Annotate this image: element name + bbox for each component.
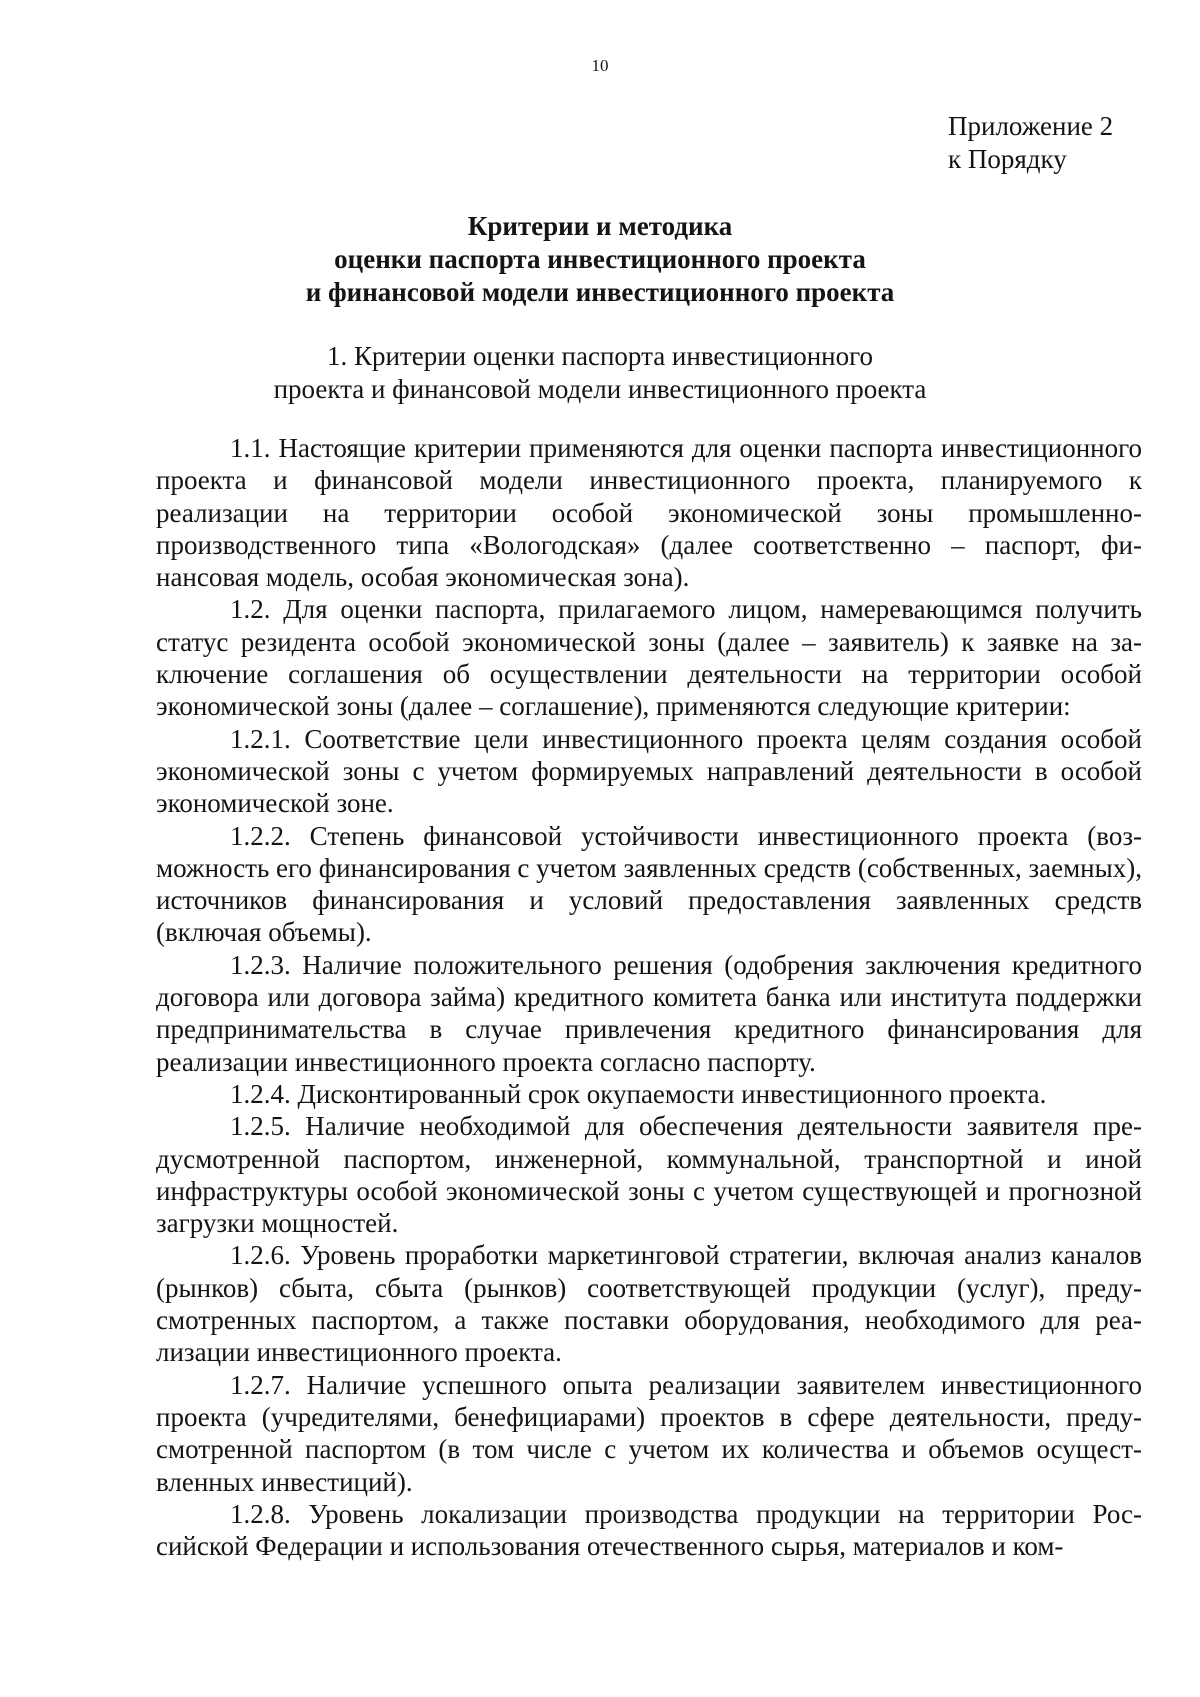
paragraph-1-2-2: 1.2.2. Степень финансовой устойчивости инвестиционного проекта (возможность его финансирования с учетом заявленных средств (собственных, заемных), источников финансирования и условий предоставления заявленных средств (включая объемы). (156, 820, 1142, 948)
section-heading (0, 340, 1200, 406)
document-title-line-1: Критерии и методика (467, 211, 733, 241)
paragraph-1-2-6: 1.2.6. Уровень проработки маркетинговой стратегии, включая анализ каналов (рынков) сбыта, сбыта (рынков) соответствующей продукции (услуг), предусмотренных паспортом, а также поставки оборудования, необходимого для реализации инвестиционного проекта. (156, 1240, 1142, 1368)
paragraph-1-2: 1.2. Для оценки паспорта, прилагаемого лицом, намеревающимся получить статус резидента особой экономической зоны (далее – заявитель) к заявке на заключение соглашения об осуществлении деятельности на территории особой экономической зоны (далее – соглашение), применяются следующие критерии: (156, 594, 1142, 722)
paragraph-1-2-3: 1.2.3. Наличие положительного решения (одобрения заключения кредитного договора или договора займа) кредитного комитета банка или института поддержки предпринимательства в случае привлечения кредитного финансирования для реализации инвестиционного проекта согласно паспорту. (156, 949, 1142, 1077)
paragraph-1-2-8: 1.2.8. Уровень локализации производства продукции на территории Российской Федерации и использования отечественного сырья, материалов и ком- (156, 1498, 1142, 1562)
paragraph-1-2-4: 1.2.4. Дисконтированный срок окупаемости инвестиционного проекта. (230, 1078, 1047, 1109)
document-title (0, 210, 1200, 309)
paragraph-1-2-7: 1.2.7. Наличие успешного опыта реализации заявителем инвестиционного проекта (учредителями, бенефициарами) проектов в сфере деятельности, предусмотренной паспортом (в том числе с учетом их количества и объемов осуществленных инвестиций). (156, 1369, 1142, 1497)
paragraph-1-1: 1.1. Настоящие критерии применяются для оценки паспорта инвестиционного проекта и финансовой модели инвестиционного проекта, планируемого к реализации на территории особой экономической зоны промышленно-производственного типа «Вологодская» (далее соответственно – паспорт, финансовая модель, особая экономическая зона). (156, 433, 1142, 593)
body-text (156, 432, 1142, 1562)
appendix-line-1: Приложение 2 (948, 111, 1114, 141)
section-heading-line-1: 1. Критерии оценки паспорта инвестиционного (326, 341, 874, 371)
appendix-reference (948, 110, 1113, 176)
document-title-line-2: оценки паспорта инвестиционного проекта (334, 244, 866, 274)
paragraph-1-2-1: 1.2.1. Соответствие цели инвестиционного проекта целям создания особой экономической зоны с учетом формируемых направлений деятельности в особой экономической зоне. (156, 723, 1142, 819)
paragraph-1-2-5: 1.2.5. Наличие необходимой для обеспечения деятельности заявителя предусмотренной паспортом, инженерной, коммунальной, транспортной и иной инфраструктуры особой экономической зоны с учетом существующей и прогнозной загрузки мощностей. (156, 1111, 1142, 1239)
page-number: 10 (591, 56, 609, 75)
appendix-line-2: к Порядку (948, 144, 1067, 174)
document-title-line-3: и финансовой модели инвестиционного проекта (305, 277, 895, 307)
section-heading-line-2: проекта и финансовой модели инвестиционного проекта (273, 374, 927, 404)
